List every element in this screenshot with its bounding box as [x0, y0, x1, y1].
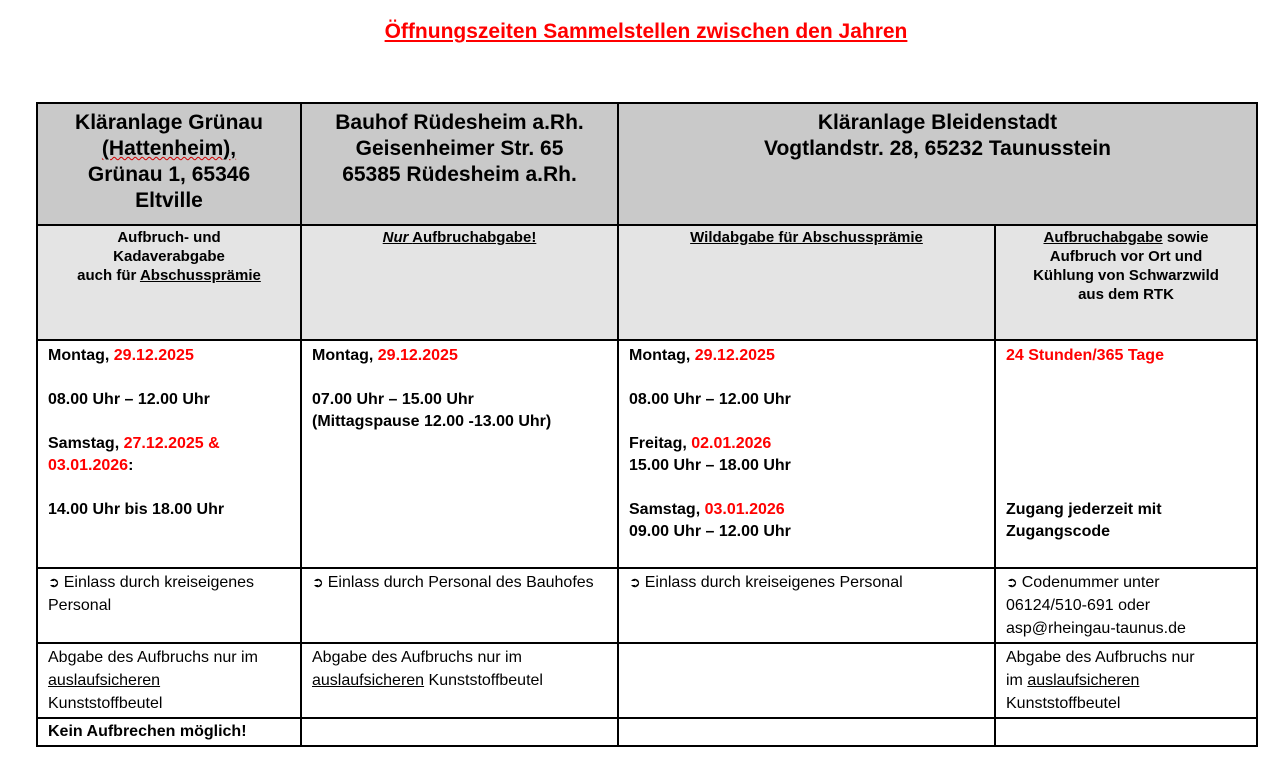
last-empty-col2 [301, 718, 618, 746]
header-line: (Hattenheim), [101, 137, 237, 160]
collection-points-table [36, 102, 1258, 747]
header-klaeranlage-bleidenstadt [618, 103, 1257, 225]
header-line: Kläranlage Bleidenstadt [817, 111, 1058, 134]
times-col4: 24 Stunden/365 Tage Zugang jederzeit mit Zugangscode [995, 340, 1257, 568]
page-title: Öffnungszeiten Sammelstellen zwischen den Jahren [384, 20, 908, 43]
entry-note-col4: ➲ Codenummer unter 06124/510-691 oder asp@rheingau-taunus.de [995, 568, 1257, 643]
header-line: Vogtlandstr. 28, 65232 Taunusstein [764, 137, 1112, 160]
no-gutting-note: Kein Aufbrechen möglich! [37, 718, 301, 746]
bag-note-col4: Abgabe des Aufbruchs nur im auslaufsicheren Kunststoffbeutel [995, 643, 1257, 718]
header-line: 65385 Rüdesheim a.Rh. [342, 163, 577, 186]
times-col1: Montag, 29.12.2025 08.00 Uhr – 12.00 Uhr Samstag, 27.12.2025 & 03.01.2026: 14.00 Uhr bis 18.00 Uhr [37, 340, 301, 568]
subheader-col1: Aufbruch- und Kadaverabgabe auch für Abschussprämie [37, 225, 301, 340]
subheader-col4: Aufbruchabgabe sowie Aufbruch vor Ort und Kühlung von Schwarzwild aus dem RTK [995, 225, 1257, 340]
bag-note-row [37, 643, 1257, 718]
bag-note-col1: Abgabe des Aufbruchs nur im auslaufsicheren Kunststoffbeutel [37, 643, 301, 718]
last-row [37, 718, 1257, 746]
times-row [37, 340, 1257, 568]
email-address: asp@rheingau-taunus.de [1006, 620, 1186, 637]
header-line: Eltville [135, 189, 203, 212]
header-line: Kläranlage Grünau [75, 111, 263, 134]
bag-note-col2: Abgabe des Aufbruchs nur im auslaufsicheren Kunststoffbeutel [301, 643, 618, 718]
header-bauhof-ruedesheim [301, 103, 618, 225]
arrow-icon: ➲ [629, 574, 641, 590]
entry-note-col3: ➲ Einlass durch kreiseigenes Personal [618, 568, 995, 643]
subheader-row [37, 225, 1257, 340]
arrow-icon: ➲ [48, 574, 60, 590]
last-empty-col4 [995, 718, 1257, 746]
entry-note-row [37, 568, 1257, 643]
arrow-icon: ➲ [1006, 574, 1018, 590]
times-col2: Montag, 29.12.2025 07.00 Uhr – 15.00 Uhr (Mittagspause 12.00 -13.00 Uhr) [301, 340, 618, 568]
header-line: Bauhof Rüdesheim a.Rh. [335, 111, 584, 134]
last-empty-col3 [618, 718, 995, 746]
header-klaeranlage-gruenau [37, 103, 301, 225]
header-line: Geisenheimer Str. 65 [355, 137, 564, 160]
bag-note-col3 [618, 643, 995, 718]
header-line: Grünau 1, 65346 [87, 163, 251, 186]
subheader-col3: Wildabgabe für Abschussprämie [618, 225, 995, 340]
times-col3: Montag, 29.12.2025 08.00 Uhr – 12.00 Uhr Freitag, 02.01.2026 15.00 Uhr – 18.00 Uhr Samstag, 03.01.2026 09.00 Uhr – 12.00 Uhr [618, 340, 995, 568]
arrow-icon: ➲ [312, 574, 324, 590]
entry-note-col1: ➲ Einlass durch kreiseigenes Personal [37, 568, 301, 643]
subheader-col2: Nur Aufbruchabgabe! [301, 225, 618, 340]
header-row [37, 103, 1257, 225]
entry-note-col2: ➲ Einlass durch Personal des Bauhofes [301, 568, 618, 643]
